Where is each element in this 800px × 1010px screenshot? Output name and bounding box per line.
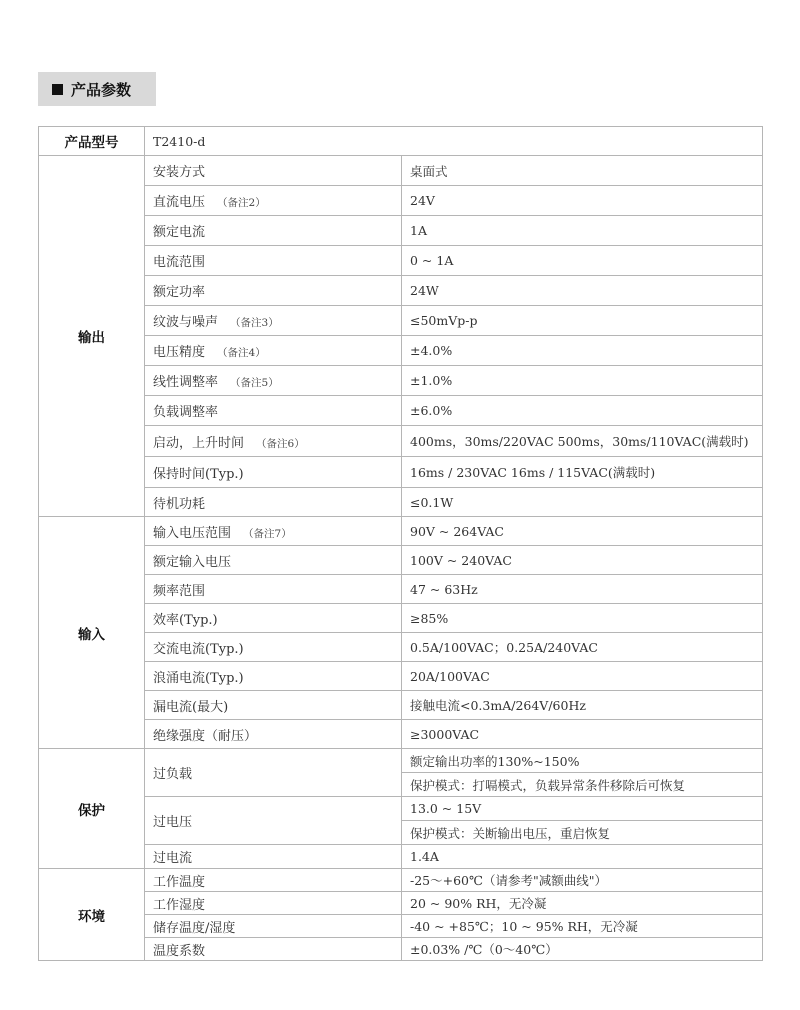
table-row xyxy=(39,720,763,749)
value-cell: ≤0.1W xyxy=(402,488,763,517)
value-cell: -25～+60℃（请参考"减额曲线"） xyxy=(402,869,763,892)
param-cell: 温度系数 xyxy=(145,938,402,961)
table-row xyxy=(39,575,763,604)
value-cell: 20A/100VAC xyxy=(402,662,763,691)
param-cell: 漏电流(最大) xyxy=(145,691,402,720)
section-header xyxy=(38,72,156,106)
value-cell: 24W xyxy=(402,276,763,306)
value-cell: 接触电流<0.3mA/264V/60Hz xyxy=(402,691,763,720)
value-cell: ±1.0% xyxy=(402,366,763,396)
value-cell: 16ms / 230VAC 16ms / 115VAC(满载时) xyxy=(402,457,763,488)
param-cell: 负载调整率 xyxy=(145,396,402,426)
table-row xyxy=(39,426,763,457)
param-cell: 交流电流(Typ.) xyxy=(145,633,402,662)
param-cell: 浪涌电流(Typ.) xyxy=(145,662,402,691)
table-row xyxy=(39,915,763,938)
param-cell: 工作湿度 xyxy=(145,892,402,915)
table-row xyxy=(39,276,763,306)
param-cell: 过电流 xyxy=(145,845,402,869)
category-output: 输出 xyxy=(39,156,145,517)
value-cell: 0 ~ 1A xyxy=(402,246,763,276)
param-cell: 启动，上升时间 （备注6） xyxy=(145,426,402,457)
table-row xyxy=(39,336,763,366)
table-row xyxy=(39,127,763,156)
value-cell: ≥3000VAC xyxy=(402,720,763,749)
param-cell: 储存温度/湿度 xyxy=(145,915,402,938)
table-row xyxy=(39,633,763,662)
table-row xyxy=(39,216,763,246)
param-cell: 额定输入电压 xyxy=(145,546,402,575)
category-input: 输入 xyxy=(39,517,145,749)
value-cell: ≥85% xyxy=(402,604,763,633)
table-row xyxy=(39,749,763,773)
table-row xyxy=(39,246,763,276)
value-cell: 100V ~ 240VAC xyxy=(402,546,763,575)
param-cell: 线性调整率 （备注5） xyxy=(145,366,402,396)
param-cell: 效率(Typ.) xyxy=(145,604,402,633)
param-cell: 保持时间(Typ.) xyxy=(145,457,402,488)
table-row xyxy=(39,156,763,186)
value-cell: 400ms，30ms/220VAC 500ms，30ms/110VAC(满载时) xyxy=(402,426,763,457)
table-row xyxy=(39,892,763,915)
value-cell: ±0.03% /℃（0～40℃） xyxy=(402,938,763,961)
model-value: T2410-d xyxy=(145,127,763,156)
param-cell: 待机功耗 xyxy=(145,488,402,517)
param-cell: 电流范围 xyxy=(145,246,402,276)
note-label: （备注4） xyxy=(217,347,266,359)
table-row xyxy=(39,517,763,546)
table-row xyxy=(39,396,763,426)
note-label: （备注3） xyxy=(230,317,279,329)
table-row xyxy=(39,604,763,633)
value-cell: 桌面式 xyxy=(402,156,763,186)
param-cell: 过负载 xyxy=(145,749,402,797)
category-environment: 环境 xyxy=(39,869,145,961)
param-cell: 输入电压范围 （备注7） xyxy=(145,517,402,546)
param-cell: 电压精度 （备注4） xyxy=(145,336,402,366)
table-row xyxy=(39,938,763,961)
value-cell: ≤50mVp-p xyxy=(402,306,763,336)
value-cell: 1A xyxy=(402,216,763,246)
note-label: （备注2） xyxy=(217,197,266,209)
value-cell: 90V ~ 264VAC xyxy=(402,517,763,546)
note-label: （备注7） xyxy=(243,527,292,540)
param-cell: 工作温度 xyxy=(145,869,402,892)
param-cell: 直流电压 （备注2） xyxy=(145,186,402,216)
note-label: （备注6） xyxy=(256,437,305,450)
value-cell: 1.4A xyxy=(402,845,763,869)
value-cell: 13.0 ~ 15V xyxy=(402,797,763,821)
param-cell: 纹波与噪声 （备注3） xyxy=(145,306,402,336)
table-row xyxy=(39,457,763,488)
table-row xyxy=(39,366,763,396)
table-row xyxy=(39,869,763,892)
category-protection: 保护 xyxy=(39,749,145,869)
param-cell: 频率范围 xyxy=(145,575,402,604)
note-label: （备注5） xyxy=(230,377,279,389)
value-cell: 47 ~ 63Hz xyxy=(402,575,763,604)
value-cell: 20 ~ 90% RH，无冷凝 xyxy=(402,892,763,915)
table-row xyxy=(39,186,763,216)
table-row xyxy=(39,306,763,336)
value-cell: 额定输出功率的130%~150% xyxy=(402,749,763,773)
value-cell: 保护模式：打嗝模式，负载异常条件移除后可恢复 xyxy=(402,773,763,797)
value-cell: 0.5A/100VAC；0.25A/240VAC xyxy=(402,633,763,662)
value-cell: 24V xyxy=(402,186,763,216)
value-cell: ±4.0% xyxy=(402,336,763,366)
table-row xyxy=(39,691,763,720)
table-row xyxy=(39,546,763,575)
param-cell: 额定电流 xyxy=(145,216,402,246)
square-bullet-icon xyxy=(52,84,63,95)
value-cell: -40 ~ +85℃；10 ~ 95% RH，无冷凝 xyxy=(402,915,763,938)
table-row xyxy=(39,662,763,691)
table-row xyxy=(39,845,763,869)
param-cell: 额定功率 xyxy=(145,276,402,306)
section-title: 产品参数 xyxy=(71,80,132,99)
table-row xyxy=(39,797,763,821)
table-row xyxy=(39,488,763,517)
param-cell: 安装方式 xyxy=(145,156,402,186)
model-label: 产品型号 xyxy=(39,127,145,156)
spec-table xyxy=(38,126,763,961)
value-cell: ±6.0% xyxy=(402,396,763,426)
param-cell: 过电压 xyxy=(145,797,402,845)
param-cell: 绝缘强度（耐压） xyxy=(145,720,402,749)
value-cell: 保护模式：关断输出电压，重启恢复 xyxy=(402,821,763,845)
